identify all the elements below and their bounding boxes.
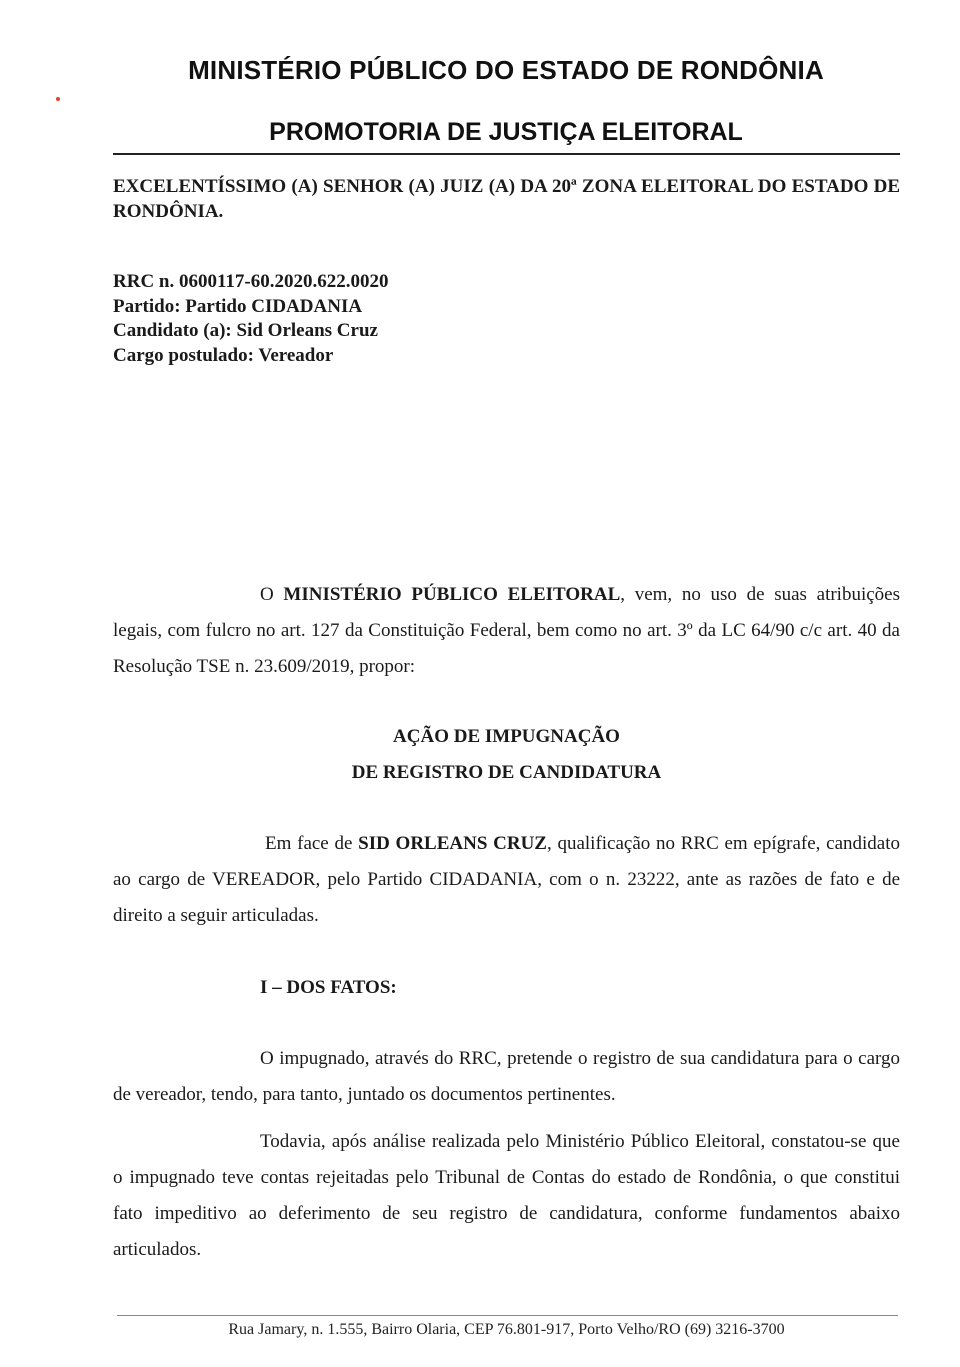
case-party: Partido: Partido CIDADANIA [113, 295, 363, 317]
section-heading: I – DOS FATOS: [260, 977, 397, 998]
footer-address: Rua Jamary, n. 1.555, Bairro Olaria, CEP 76.801-917, Porto Velho/RO (69) 3216-3700 [228, 1321, 785, 1338]
case-position: Cargo postulado: Vereador [113, 344, 334, 366]
intro-text: , vem, no uso de suas atribuições legais, com fulcro no art. 127 da Constituição Federal, bem como no art. 3º da LC 64/90 c/c art. 40 da Resolução TSE n. 23.609/2019, propor: [113, 584, 900, 677]
case-info [113, 270, 900, 368]
facts-text-1: O impugnado, através do RRC, pretende o registro de sua candidatura para o cargo de vereador, tendo, para tanto, juntado os documentos pertinentes. [113, 1048, 900, 1105]
intro-entity: MINISTÉRIO PÚBLICO ELEITORAL [283, 584, 621, 605]
header-office: PROMOTORIA DE JUSTIÇA ELEITORAL [269, 118, 743, 146]
addressee: EXCELENTÍSSIMO (A) SENHOR (A) JUIZ (A) DA 20ª ZONA ELEITORAL DO ESTADO DE RONDÔNIA. [113, 176, 900, 222]
header-divider [113, 153, 900, 155]
footer-divider [117, 1315, 898, 1316]
red-mark [56, 97, 60, 101]
case-candidate: Candidato (a): Sid Orleans Cruz [113, 320, 378, 341]
face-lead: Em face de [265, 833, 353, 854]
header-organization: MINISTÉRIO PÚBLICO DO ESTADO DE RONDÔNIA [188, 55, 824, 85]
face-paragraph [113, 826, 900, 934]
action-title [113, 719, 900, 791]
action-title-line1: AÇÃO DE IMPUGNAÇÃO [393, 726, 620, 747]
case-rrc: RRC n. 0600117-60.2020.622.0020 [113, 271, 389, 292]
face-text: , qualificação no RRC em epígrafe, candidato ao cargo de VEREADOR, pelo Partido CIDADANIA, com o n. 23222, ante as razões de fato e de direito a seguir articuladas. [113, 833, 901, 926]
facts-text-2: Todavia, após análise realizada pelo Ministério Público Eleitoral, constatou-se que o impugnado teve contas rejeitadas pelo Tribunal de Contas do estado de Rondônia, o que constitui fato impeditivo ao deferimento de seu registro de candidatura, conforme fundamentos abaixo articulados. [113, 1131, 900, 1260]
face-name: SID ORLEANS CRUZ [358, 833, 547, 854]
facts-paragraph-1 [113, 1041, 900, 1113]
intro-paragraph [113, 577, 900, 685]
intro-lead: O [260, 584, 274, 605]
facts-paragraph-2 [113, 1124, 900, 1268]
action-title-line2: DE REGISTRO DE CANDIDATURA [351, 762, 662, 783]
